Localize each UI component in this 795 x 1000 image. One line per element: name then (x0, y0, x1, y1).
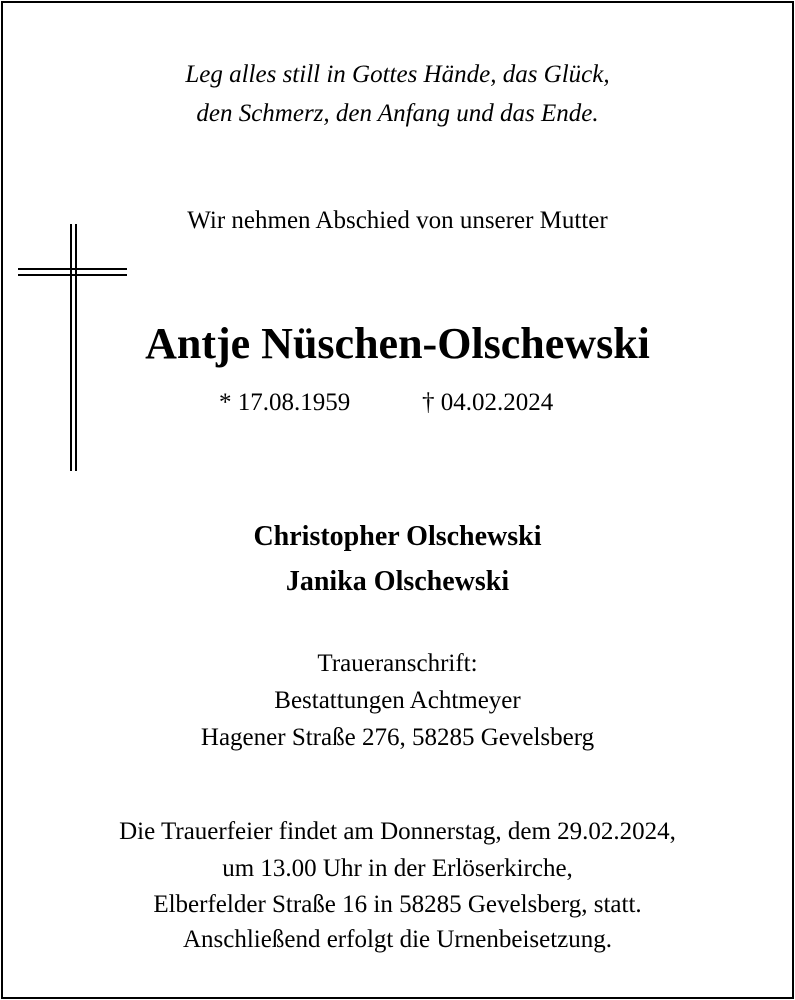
family-member-2: Janika Olschewski (285, 566, 510, 597)
service-line-4: Anschließend erfolgt die Urnenbeisetzung. (182, 926, 613, 953)
family-member-1: Christopher Olschewski (253, 521, 542, 552)
funeral-home-name: Bestattungen Achtmeyer (274, 687, 521, 714)
death-date: † 04.02.2024 (422, 389, 554, 416)
service-line-1: Die Trauerfeier findet am Donnerstag, dem 29.02.2024, (119, 818, 676, 845)
deceased-name: Antje Nüschen-Olschewski (145, 319, 650, 368)
address-heading: Traueranschrift: (317, 650, 478, 677)
service-line-3: Elberfelder Straße 16 in 58285 Gevelsberg, statt. (153, 891, 642, 918)
funeral-home-street: Hagener Straße 276, 58285 Gevelsberg (200, 724, 595, 751)
intro-text: Wir nehmen Abschied von unserer Mutter (187, 207, 608, 234)
motto-line-1: Leg alles still in Gottes Hände, das Glück, (185, 61, 610, 88)
birth-date: * 17.08.1959 (219, 389, 351, 416)
motto-line-2: den Schmerz, den Anfang und das Ende. (196, 100, 599, 127)
service-line-2: um 13.00 Uhr in der Erlöserkirche, (222, 855, 573, 882)
